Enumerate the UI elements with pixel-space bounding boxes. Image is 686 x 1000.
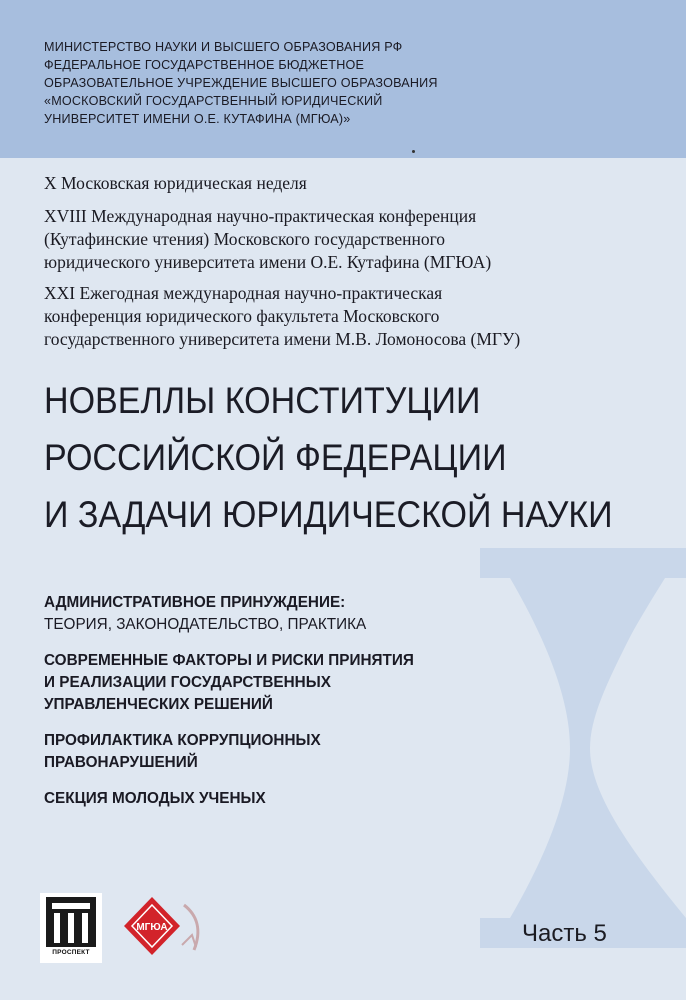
section-line: ПРАВОНАРУШЕНИЙ bbox=[44, 754, 198, 771]
conference-msu bbox=[44, 282, 654, 351]
title-line: РОССИЙСКОЙ ФЕДЕРАЦИИ bbox=[44, 437, 507, 478]
conference-week-line: X Московская юридическая неделя bbox=[44, 173, 307, 193]
part-number: Часть 5 bbox=[522, 920, 607, 947]
ministry-block bbox=[44, 38, 644, 128]
conference-line: юридического университета имени О.Е. Кутафина (МГЮА) bbox=[44, 252, 492, 272]
conference-line: конференция юридического факультета Московского bbox=[44, 306, 440, 326]
title-line: НОВЕЛЛЫ КОНСТИТУЦИИ bbox=[44, 380, 481, 421]
conference-week bbox=[44, 172, 654, 195]
section-line: И РЕАЛИЗАЦИИ ГОСУДАРСТВЕННЫХ bbox=[44, 674, 331, 691]
msal-logo-label: МГЮА bbox=[136, 922, 168, 933]
ministry-line: УНИВЕРСИТЕТ ИМЕНИ О.Е. КУТАФИНА (МГЮА)» bbox=[44, 112, 351, 126]
title-line: И ЗАДАЧИ ЮРИДИЧЕСКОЙ НАУКИ bbox=[44, 494, 613, 535]
msal-logo-icon bbox=[122, 895, 212, 957]
ministry-line: МИНИСТЕРСТВО НАУКИ И ВЫСШЕГО ОБРАЗОВАНИЯ РФ bbox=[44, 40, 403, 54]
ministry-line: ОБРАЗОВАТЕЛЬНОЕ УЧРЕЖДЕНИЕ ВЫСШЕГО ОБРАЗОВАНИЯ bbox=[44, 76, 438, 90]
conference-line: (Кутафинские чтения) Московского государственного bbox=[44, 229, 446, 249]
conference-line: XVIII Международная научно-практическая конференция bbox=[44, 206, 477, 226]
ministry-line: ФЕДЕРАЛЬНОЕ ГОСУДАРСТВЕННОЕ БЮДЖЕТНОЕ bbox=[44, 58, 365, 72]
book-title bbox=[44, 372, 614, 543]
speck bbox=[412, 150, 415, 153]
prospekt-logo-label: ПРОСПЕКТ bbox=[52, 949, 90, 956]
conference-line: XXI Ежегодная международная научно-практическая bbox=[44, 283, 443, 303]
section-corruption bbox=[44, 730, 604, 774]
section-line: ПРОФИЛАКТИКА КОРРУПЦИОННЫХ bbox=[44, 732, 321, 749]
section-line: УПРАВЛЕНЧЕСКИХ РЕШЕНИЙ bbox=[44, 696, 273, 713]
conference-line: государственного университета имени М.В. Ломоносова (МГУ) bbox=[44, 329, 521, 349]
conference-kutafin bbox=[44, 205, 654, 274]
section-subheading: ТЕОРИЯ, ЗАКОНОДАТЕЛЬСТВО, ПРАКТИКА bbox=[44, 616, 367, 633]
section-risks bbox=[44, 650, 604, 716]
section-line: СЕКЦИЯ МОЛОДЫХ УЧЕНЫХ bbox=[44, 790, 266, 807]
section-young-scientists bbox=[44, 788, 604, 810]
section-line: СОВРЕМЕННЫЕ ФАКТОРЫ И РИСКИ ПРИНЯТИЯ bbox=[44, 652, 414, 669]
section-administrative bbox=[44, 592, 604, 636]
sections-list bbox=[44, 592, 604, 824]
ministry-line: «МОСКОВСКИЙ ГОСУДАРСТВЕННЫЙ ЮРИДИЧЕСКИЙ bbox=[44, 94, 383, 108]
section-heading: АДМИНИСТРАТИВНОЕ ПРИНУЖДЕНИЕ: bbox=[44, 594, 346, 611]
